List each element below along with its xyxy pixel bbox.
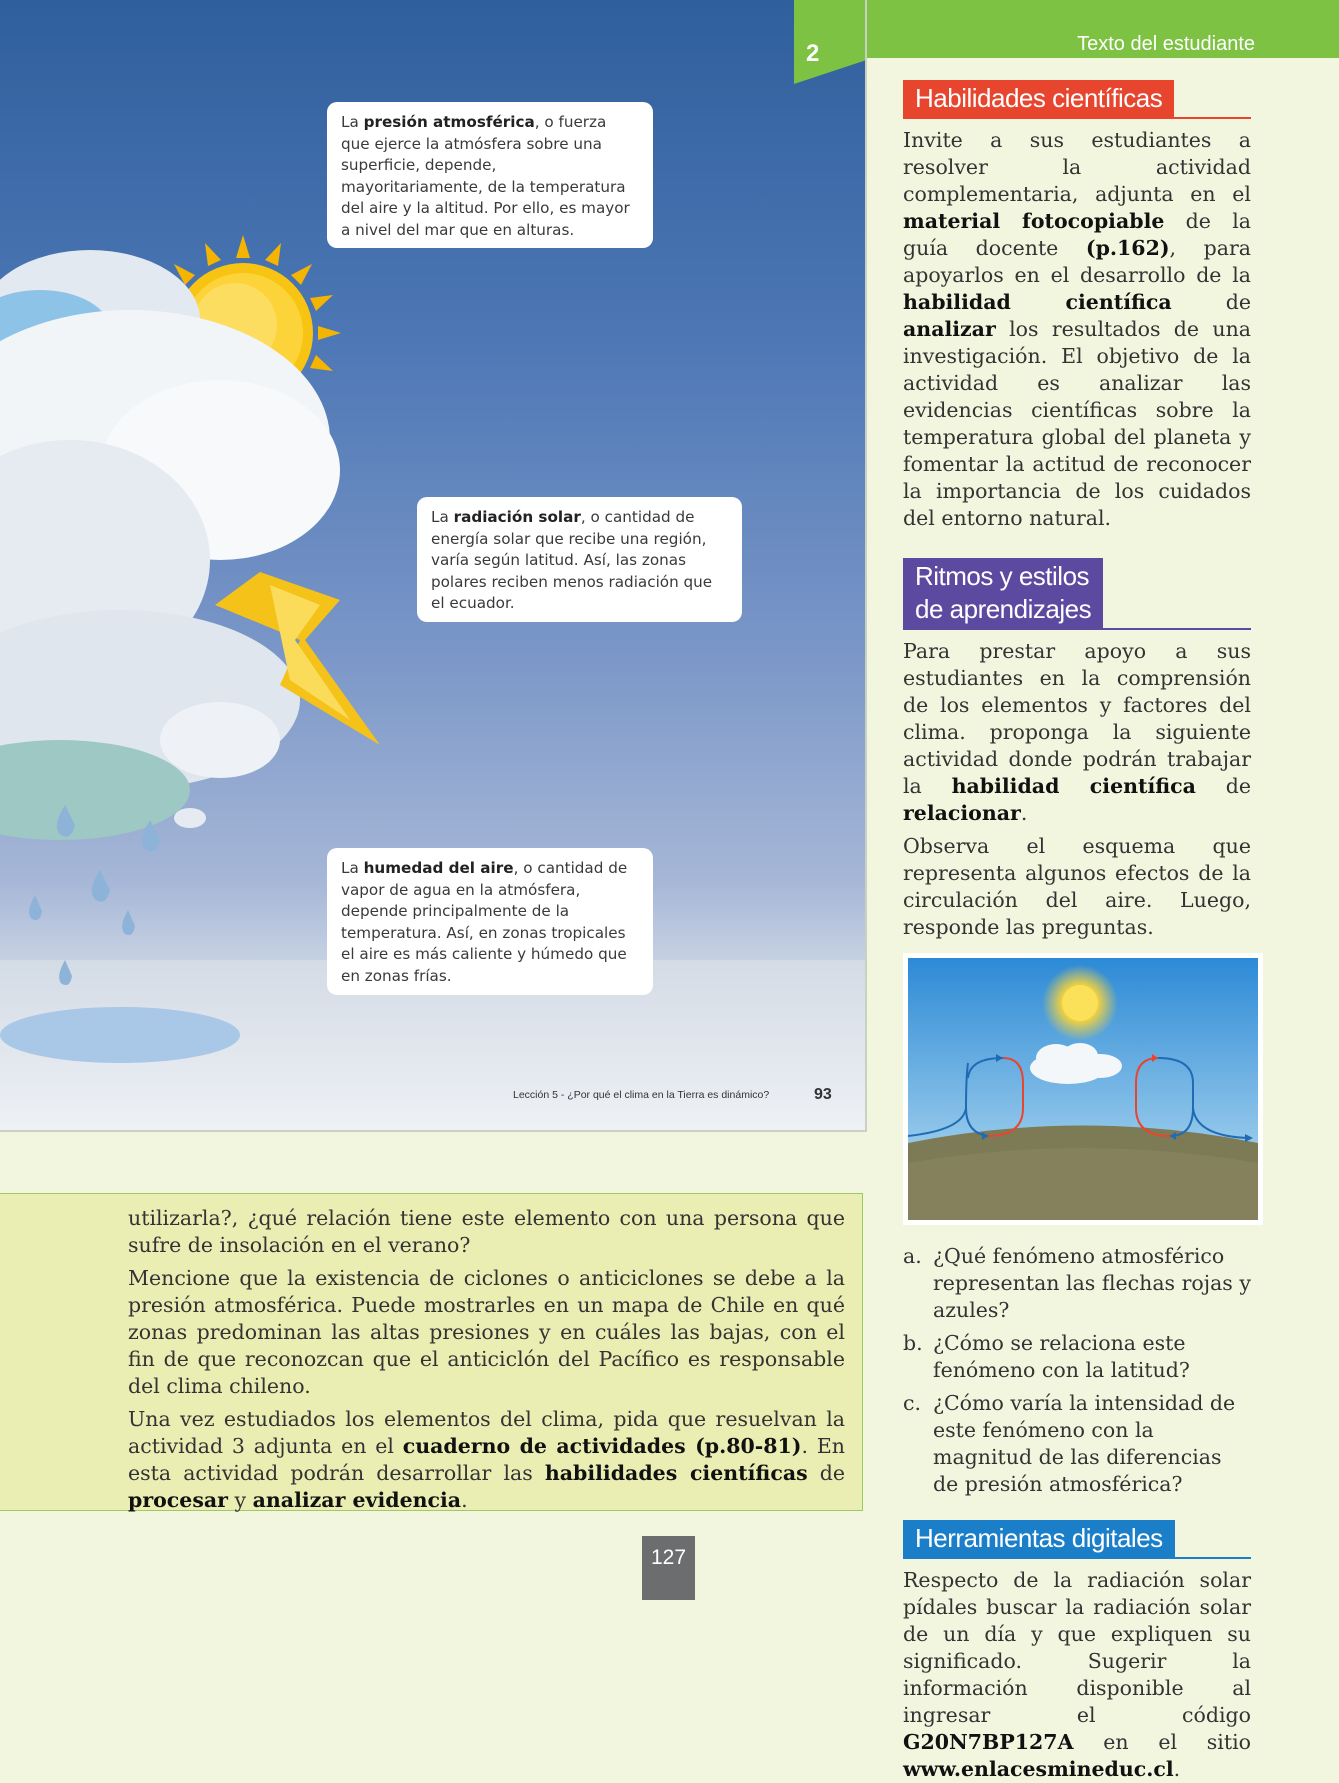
bottom-paragraph: [128, 1406, 845, 1514]
air-circulation-diagram: [903, 953, 1263, 1225]
bubble-presion: [327, 102, 653, 248]
bubble-text: , o cantidad de energía solar que recibe una región, varía según latitud. Así, las zonas polares reciben menos radiación que el ecuador.: [431, 508, 713, 612]
text: de la guía docente: [903, 209, 1251, 260]
section-title: Habilidades científicas: [903, 80, 1174, 117]
textbook-page-image: [0, 0, 867, 1132]
text: Para prestar apoyo a sus estudiantes en la comprensión de los elementos y factores del clima. proponga la siguiente actividad donde podrán trabajar la: [903, 639, 1251, 798]
book-page-number: 93: [814, 1086, 832, 1103]
bold-text: analizar evidencia: [252, 1488, 462, 1512]
section-herramientas: [903, 1520, 1251, 1783]
bold-text: material fotocopiable: [903, 209, 1165, 233]
site-link[interactable]: www.enlacesmineduc.cl: [903, 1757, 1174, 1781]
text: .: [1173, 1757, 1181, 1781]
text: Invite a sus estudiantes a resolver la actividad complementaria, adjunta en el: [903, 128, 1251, 206]
bubble-humedad: [327, 848, 653, 995]
ritmos-paragraph: [903, 638, 1251, 827]
question-text: ¿Cómo varía la intensidad de este fenómeno con la magnitud de las diferencias de presión atmosférica?: [933, 1391, 1236, 1496]
section-rule: [903, 628, 1251, 630]
unit-number: 2: [806, 40, 820, 67]
question-item: [903, 1330, 1251, 1384]
air-circulation-svg: [908, 958, 1258, 1220]
bubble-text: La: [341, 113, 364, 131]
text: .: [461, 1488, 468, 1512]
question-letter: b.: [903, 1331, 923, 1355]
question-letter: a.: [903, 1244, 922, 1268]
text: en el sitio: [1073, 1730, 1251, 1754]
bubble-text: , o cantidad de vapor de agua en la atmósfera, depende principalmente de la temperatura. Así, en zonas tropicales el aire es más caliente y húmedo que en zonas frías.: [341, 859, 628, 985]
text: . En esta actividad podrán desarrollar las: [128, 1434, 846, 1485]
bold-text: habilidades científicas: [544, 1461, 808, 1485]
bold-text: (p.162): [1085, 236, 1170, 260]
ritmos-instruction: Observa el esquema que representa algunos efectos de la circulación del aire. Luego, responde las preguntas.: [903, 834, 1251, 939]
section-title: [903, 558, 1103, 628]
bold-text: habilidad científica: [951, 774, 1196, 798]
bold-text: relacionar: [903, 801, 1021, 825]
title-line: de aprendizajes: [915, 594, 1092, 624]
header-label: Texto del estudiante: [1077, 33, 1255, 55]
book-footer: Lección 5 - ¿Por qué el clima en la Tierra es dinámico?: [513, 1089, 770, 1101]
habilidades-paragraph: [903, 127, 1251, 532]
bubble-text: La: [431, 508, 454, 526]
section-ritmos: [903, 558, 1251, 1498]
text: y: [227, 1488, 253, 1512]
code-text: G20N7BP127A: [903, 1730, 1074, 1754]
bold-text: habilidad científica: [903, 290, 1172, 314]
herramientas-paragraph: [903, 1567, 1251, 1783]
text: los resultados de una investigación. El objetivo de la actividad es analizar las evidencias científicas sobre la temperatura global del planeta y fomentar la actitud de reconocer la importancia de los cuidados del entorno natural.: [903, 317, 1251, 530]
bottom-paragraph: utilizarla?, ¿qué relación tiene este elemento con una persona que sufre de insolación en el verano?: [128, 1206, 845, 1257]
question-text: ¿Cómo se relaciona este fenómeno con la latitud?: [933, 1331, 1190, 1382]
title-line: Ritmos y estilos: [915, 561, 1090, 591]
right-column: [903, 80, 1251, 1783]
text: Una vez estudiados los elementos del clima, pida que resuelvan la actividad 3 adjunta en el: [128, 1407, 845, 1458]
bubble-term: radiación solar: [453, 508, 581, 526]
section-rule: [903, 117, 1251, 119]
text: de: [807, 1461, 845, 1485]
bubble-text: La: [341, 859, 364, 877]
section-rule: [903, 1557, 1251, 1559]
puddle: [0, 1007, 240, 1063]
question-letter: c.: [903, 1391, 921, 1415]
text: Respecto de la radiación solar pídales buscar la radiación solar de un día y que expliquen su significado. Sugerir la información disponible al ingresar el código: [903, 1568, 1251, 1727]
text: de: [1171, 290, 1251, 314]
bubble-term: humedad del aire: [363, 859, 514, 877]
section-habilidades: [903, 80, 1251, 532]
bold-text: analizar: [903, 317, 996, 341]
text: , para apoyarlos en el desarrollo de la: [903, 236, 1251, 287]
section-title: Herramientas digitales: [903, 1520, 1175, 1557]
question-item: [903, 1390, 1251, 1498]
text: .: [1020, 801, 1028, 825]
bubble-term: presión atmosférica: [363, 113, 535, 131]
question-list: [903, 1243, 1251, 1498]
bold-text: cuaderno de actividades (p.80-81): [402, 1434, 802, 1458]
bottom-text: [128, 1205, 845, 1520]
text: de: [1195, 774, 1251, 798]
bottom-paragraph: Mencione que la existencia de ciclones o anticiclones se debe a la presión atmosférica. Puede mostrarles en un mapa de Chile en qué zonas predominan las altas presiones y en cuáles las bajas, con el fin de que reconozcan que el anticiclón del Pacífico es responsable del clima chileno.: [128, 1266, 845, 1398]
question-item: [903, 1243, 1251, 1324]
bold-text: procesar: [128, 1488, 228, 1512]
bubble-text: , o fuerza que ejerce la atmósfera sobre una superficie, depende, mayoritariamente, de la temperatura del aire y la altitud. Por ello, es mayor a nivel del mar que en alturas.: [341, 113, 630, 239]
bubble-radiacion: [417, 497, 742, 622]
page-number: 127: [650, 1546, 687, 1569]
question-text: ¿Qué fenómeno atmosférico representan las flechas rojas y azules?: [933, 1244, 1251, 1322]
